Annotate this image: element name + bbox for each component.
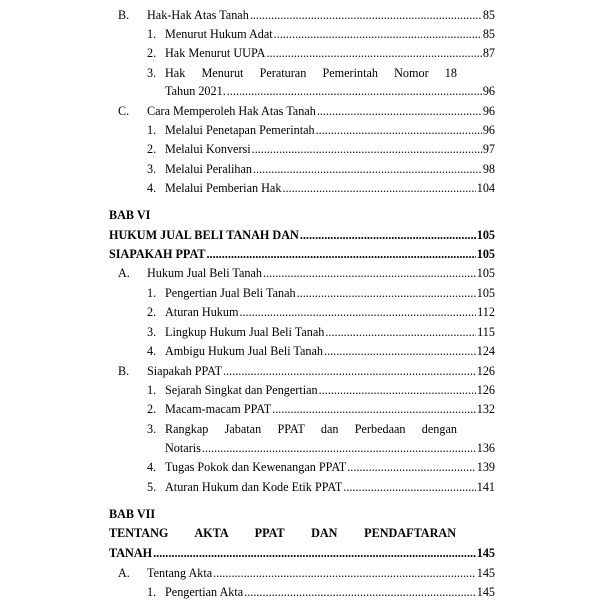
entry-number: B. — [118, 8, 130, 22]
entry-title: Cara Memperoleh Hak Atas Tanah — [147, 104, 316, 118]
entry-number: 3. — [147, 66, 157, 80]
entry-number: 1. — [147, 27, 157, 41]
toc-entry-aturan-hukum[interactable] — [147, 303, 495, 321]
toc-entry-melalui-peralihan[interactable] — [147, 160, 495, 178]
entry-title: Hak Menurut UUPA — [165, 46, 266, 60]
entry-number: 1. — [147, 585, 157, 599]
toc-entry-penetapan-pemerintah[interactable] — [147, 121, 495, 139]
toc-entry-pengertian-akta[interactable] — [147, 583, 495, 601]
entry-page: 145 — [476, 566, 495, 580]
toc-entry-ambigu-hukum[interactable] — [147, 342, 495, 360]
toc-entry-lingkup-hukum[interactable] — [147, 323, 495, 341]
entry-page: 126 — [476, 364, 495, 378]
entry-title: Aturan Hukum — [165, 305, 239, 319]
dot-leader — [227, 82, 482, 100]
entry-title: Tentang Akta — [147, 566, 213, 580]
dot-leader — [250, 6, 482, 24]
entry-number: 3. — [147, 162, 157, 176]
toc-entry-macam-ppat[interactable] — [147, 400, 495, 418]
entry-title: Notaris — [165, 441, 201, 455]
dot-leader — [239, 303, 476, 321]
entry-title: Melalui Konversi — [165, 142, 251, 156]
entry-number: 3. — [147, 422, 157, 436]
toc-entry-menurut-hukum-adat[interactable] — [147, 25, 495, 43]
entry-page: 105 — [476, 266, 495, 280]
entry-number: 4. — [147, 460, 157, 474]
entry-title: Aturan Hukum dan Kode Etik PPAT — [165, 480, 343, 494]
entry-title: Siapakah PPAT — [147, 364, 223, 378]
entry-title: Ambigu Hukum Jual Beli Tanah — [165, 344, 324, 358]
toc-entry-tugas-pokok[interactable] — [147, 458, 495, 476]
entry-number: 2. — [147, 402, 157, 416]
entry-title: Macam-macam PPAT — [165, 402, 272, 416]
toc-chapter-hukum-jual-beli[interactable] — [109, 226, 495, 244]
entry-title: Tugas Pokok dan Kewenangan PPAT — [165, 460, 347, 474]
toc-entry-rangkap-jabatan[interactable] — [165, 439, 495, 457]
chapter-label-bab-vi: BAB VI — [109, 208, 151, 222]
entry-number: B. — [118, 364, 130, 378]
entry-title: Sejarah Singkat dan Pengertian — [165, 383, 318, 397]
dot-leader — [263, 264, 476, 282]
dot-leader — [213, 564, 476, 582]
dot-leader — [300, 226, 476, 244]
chapter-page: 145 — [476, 546, 495, 560]
dot-leader — [324, 342, 476, 360]
entry-page: 132 — [476, 402, 495, 416]
entry-page: 124 — [476, 344, 495, 358]
dot-leader — [274, 25, 482, 43]
dot-leader — [266, 44, 481, 62]
entry-page: 85 — [482, 8, 495, 22]
dot-leader — [316, 121, 482, 139]
toc-entry-kode-etik[interactable] — [147, 478, 495, 496]
entry-title-line-1: Hak Menurut Peraturan Pemerintah Nomor 18 — [165, 66, 457, 80]
chapter-title-line-1: TENTANG AKTA PPAT DAN PENDAFTARAN — [109, 526, 456, 540]
entry-number: 1. — [147, 286, 157, 300]
entry-title: Melalui Penetapan Pemerintah — [165, 123, 315, 137]
entry-number: 5. — [147, 480, 157, 494]
toc-entry-siapakah-ppat[interactable] — [118, 362, 495, 380]
toc-entry-peraturan-pemerintah-2021[interactable] — [165, 82, 495, 100]
toc-entry-pemberian-hak[interactable] — [147, 179, 495, 197]
entry-page: 87 — [482, 46, 495, 60]
entry-number: A. — [118, 266, 130, 280]
dot-leader — [272, 400, 476, 418]
entry-title-line-1: Rangkap Jabatan PPAT dan Perbedaan dengan — [165, 422, 457, 436]
toc-entry-cara-memperoleh-hak[interactable] — [118, 102, 495, 120]
dot-leader — [343, 478, 475, 496]
entry-title: Tahun 2021. — [165, 84, 226, 98]
entry-page: 141 — [476, 480, 495, 494]
dot-leader — [223, 362, 476, 380]
dot-leader — [253, 160, 482, 178]
toc-entry-hak-hak-atas-tanah[interactable] — [118, 6, 495, 24]
entry-page: 139 — [476, 460, 495, 474]
entry-page: 105 — [476, 286, 495, 300]
entry-title: Hak-Hak Atas Tanah — [147, 8, 249, 22]
entry-title: Menurut Hukum Adat — [165, 27, 273, 41]
entry-number: 4. — [147, 344, 157, 358]
entry-number: A. — [118, 566, 130, 580]
entry-title: Pengertian Jual Beli Tanah — [165, 286, 296, 300]
chapter-title: TANAH — [109, 546, 153, 560]
entry-page: 85 — [482, 27, 495, 41]
dot-leader — [319, 381, 476, 399]
entry-number: 2. — [147, 46, 157, 60]
dot-leader — [206, 245, 475, 263]
entry-page: 115 — [477, 325, 495, 339]
dot-leader — [347, 458, 475, 476]
dot-leader — [282, 179, 475, 197]
entry-page: 97 — [482, 142, 495, 156]
chapter-label-bab-vii: BAB VII — [109, 507, 156, 521]
entry-page: 136 — [476, 441, 495, 455]
entry-number: 2. — [147, 305, 157, 319]
entry-number: 3. — [147, 325, 157, 339]
dot-leader — [244, 583, 476, 601]
entry-title: Melalui Pemberian Hak — [165, 181, 282, 195]
dot-leader — [202, 439, 476, 457]
entry-number: 2. — [147, 142, 157, 156]
entry-number: 4. — [147, 181, 157, 195]
entry-page: 145 — [476, 585, 495, 599]
chapter-page: 105 — [476, 247, 495, 261]
entry-page: 104 — [476, 181, 495, 195]
entry-page: 96 — [482, 123, 495, 137]
entry-number: C. — [118, 104, 130, 118]
dot-leader — [297, 284, 476, 302]
chapter-title: HUKUM JUAL BELI TANAH DAN — [109, 228, 299, 242]
toc-entry-sejarah-singkat[interactable] — [147, 381, 495, 399]
dot-leader — [252, 140, 482, 158]
toc-entry-hukum-jual-beli-tanah[interactable] — [118, 264, 495, 282]
entry-title: Hukum Jual Beli Tanah — [147, 266, 263, 280]
entry-page: 126 — [476, 383, 495, 397]
chapter-page: 105 — [476, 228, 495, 242]
toc-entry-hak-menurut-uupa[interactable] — [147, 44, 495, 62]
toc-chapter-siapakah-ppat[interactable] — [109, 245, 495, 263]
toc-chapter-tanah[interactable] — [109, 544, 495, 562]
dot-leader — [317, 102, 482, 120]
entry-number: 1. — [147, 123, 157, 137]
toc-entry-pengertian-jual-beli[interactable] — [147, 284, 495, 302]
dot-leader — [153, 544, 476, 562]
entry-number: 1. — [147, 383, 157, 397]
toc-entry-melalui-konversi[interactable] — [147, 140, 495, 158]
entry-title: Lingkup Hukum Jual Beli Tanah — [165, 325, 325, 339]
entry-page: 96 — [482, 104, 495, 118]
entry-page: 112 — [477, 305, 495, 319]
entry-title: Pengertian Akta — [165, 585, 244, 599]
chapter-title: SIAPAKAH PPAT — [109, 247, 206, 261]
dot-leader — [325, 323, 476, 341]
entry-page: 98 — [482, 162, 495, 176]
toc-entry-tentang-akta[interactable] — [118, 564, 495, 582]
entry-title: Melalui Peralihan — [165, 162, 252, 176]
entry-page: 96 — [482, 84, 495, 98]
